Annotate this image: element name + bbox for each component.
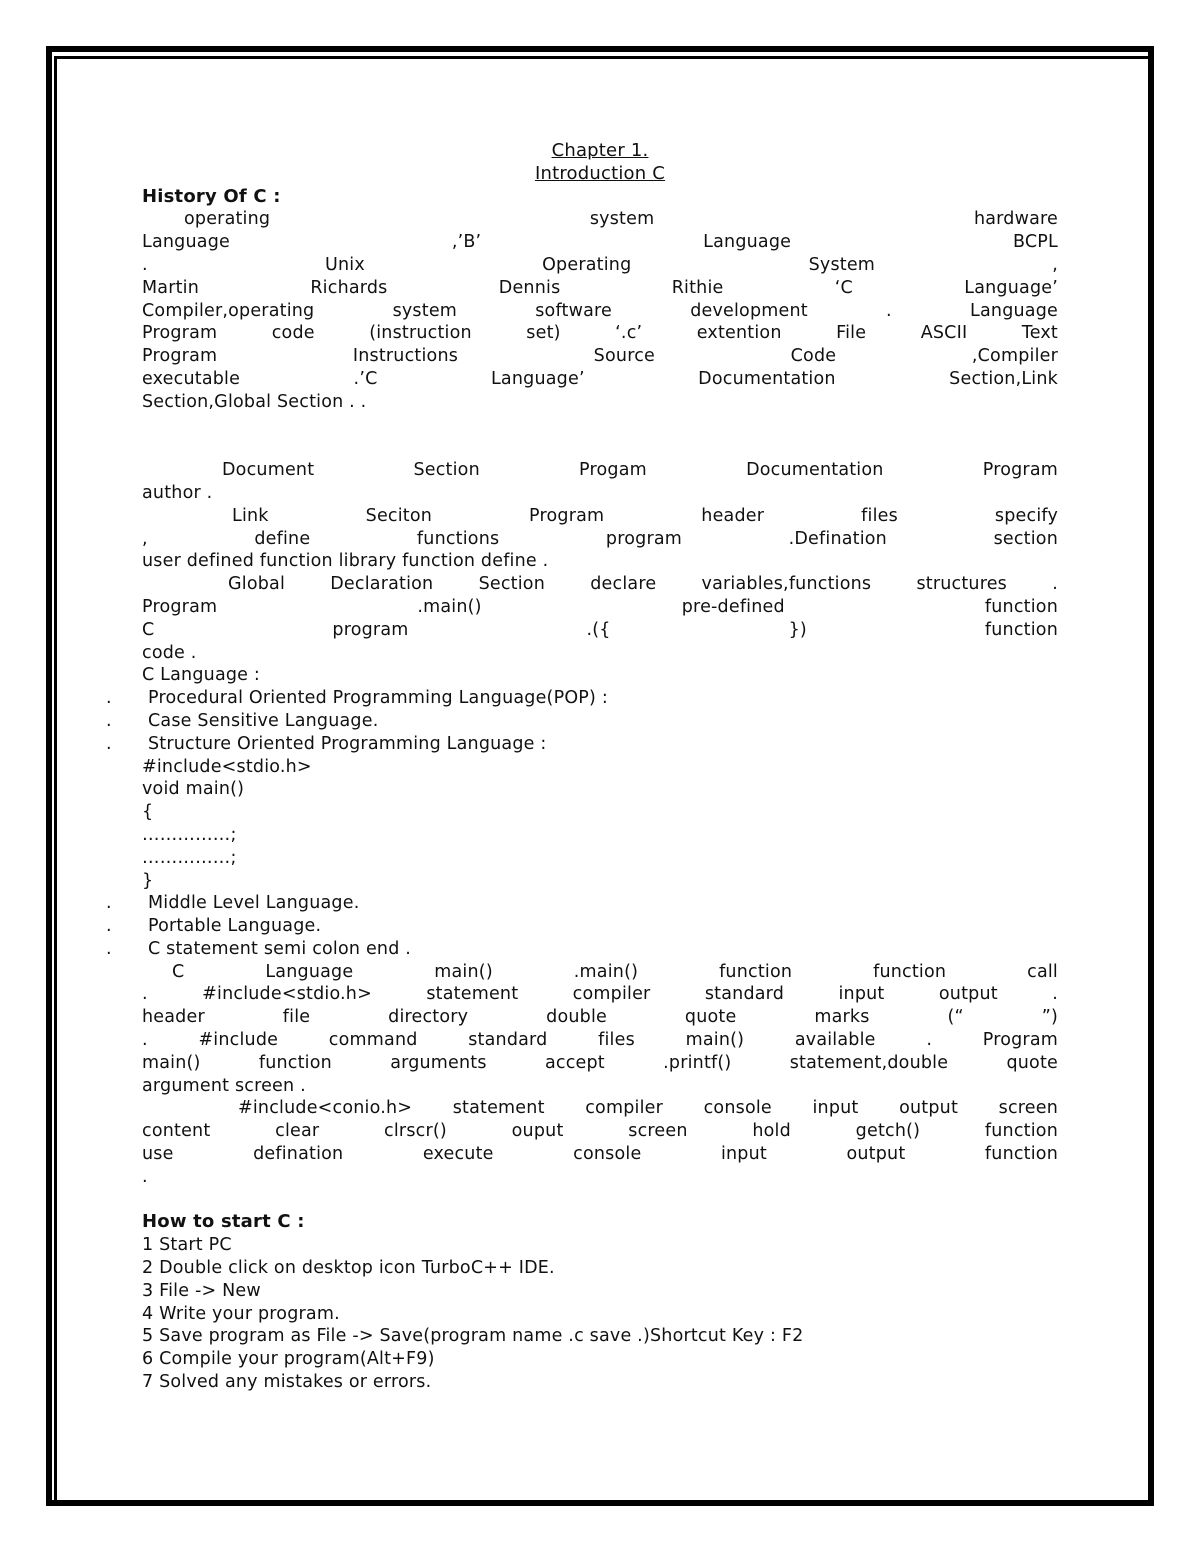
code-line: { <box>142 802 154 823</box>
history-line: Section,Global Section . . <box>142 391 367 412</box>
explain-line: . #include command standard files main() available . Program <box>142 1030 1058 1051</box>
code-line: void main() <box>142 779 245 800</box>
chapter-title: Introduction C <box>534 162 666 184</box>
history-line: Compiler,operating system software development . Language <box>142 300 1058 321</box>
bullet-marker: . <box>106 710 112 731</box>
explain-line: argument screen . <box>142 1075 306 1096</box>
doc-line: Document Section Progam Documentation Program <box>222 460 1058 481</box>
document-body <box>106 140 1058 1394</box>
link-line: user defined function library function define . <box>142 551 549 572</box>
history-line: executable .’C Language’ Documentation Section,Link <box>142 368 1058 389</box>
conio-line: . <box>142 1166 148 1187</box>
list-item: . C statement semi colon end . <box>106 938 412 959</box>
conio-line: use defination execute console input output function <box>142 1144 1058 1165</box>
link-line: , define functions program .Defination section <box>142 528 1058 549</box>
explain-line: . #include<stdio.h> statement compiler standard input output . <box>142 984 1058 1005</box>
bullet-marker: . <box>106 893 112 914</box>
explain-line: header file directory double quote marks (“ ”) <box>142 1007 1058 1028</box>
step-item: 6 Compile your program(Alt+F9) <box>142 1349 435 1370</box>
bullet-marker: . <box>106 688 112 709</box>
bullet-marker: . <box>106 916 112 937</box>
doc-line: author . <box>142 482 213 503</box>
features-list-2 <box>106 892 1058 960</box>
step-item: 4 Write your program. <box>142 1303 340 1324</box>
history-line: Martin Richards Dennis Rithie ‘C Language’ <box>142 277 1058 298</box>
code-line: #include<stdio.h> <box>142 756 312 777</box>
history-heading: History Of C : <box>142 185 281 207</box>
document-section-paragraph <box>142 459 1058 505</box>
list-item: . Case Sensitive Language. <box>106 710 379 731</box>
features-heading: C Language : <box>142 665 261 686</box>
main-explanation-paragraph <box>142 961 1058 1098</box>
history-line: Program Instructions Source Code ,Compiler <box>142 346 1058 367</box>
code-sample <box>142 756 1058 893</box>
list-item: . Structure Oriented Programming Language : <box>106 733 547 754</box>
global-line: C program .({ }) function <box>142 619 1058 640</box>
list-item: . Middle Level Language. <box>106 893 360 914</box>
global-section-paragraph <box>142 573 1058 664</box>
link-section-paragraph <box>142 505 1058 573</box>
explain-line: C Language main() .main() function function call <box>172 961 1058 982</box>
explain-line: main() function arguments accept .printf() statement,double quote <box>142 1052 1058 1073</box>
howto-steps <box>142 1234 1058 1394</box>
history-line: Language ,’B’ Language BCPL <box>142 232 1058 253</box>
code-line: ……………; <box>142 824 237 845</box>
global-line: Program .main() pre-defined function <box>142 596 1058 617</box>
conio-line: content clear clrscr() ouput screen hold getch() function <box>142 1121 1058 1142</box>
bullet-marker: . <box>106 938 112 959</box>
step-item: 5 Save program as File -> Save(program name .c save .)Shortcut Key : F2 <box>142 1326 804 1347</box>
history-line: . Unix Operating System , <box>142 254 1058 275</box>
list-item: . Procedural Oriented Programming Language(POP) : <box>106 688 608 709</box>
features-list <box>106 687 1058 755</box>
code-line: ……………; <box>142 847 237 868</box>
conio-line: #include<conio.h> statement compiler console input output screen <box>238 1098 1058 1119</box>
code-line: } <box>142 870 154 891</box>
step-item: 1 Start PC <box>142 1235 232 1256</box>
global-line: code . <box>142 642 197 663</box>
chapter-number: Chapter 1. <box>551 140 649 161</box>
howto-heading: How to start C : <box>142 1211 305 1233</box>
global-line: Global Declaration Section declare variables,functions structures . <box>228 574 1058 595</box>
history-paragraph <box>142 208 1058 413</box>
list-item: . Portable Language. <box>106 916 322 937</box>
conio-paragraph <box>142 1097 1058 1188</box>
history-line: operating system hardware <box>184 209 1058 230</box>
step-item: 3 File -> New <box>142 1280 261 1301</box>
link-line: Link Seciton Program header files specify <box>232 505 1058 526</box>
bullet-marker: . <box>106 733 112 754</box>
history-line: Program code (instruction set) ‘.c’ extention File ASCII Text <box>142 323 1058 344</box>
step-item: 2 Double click on desktop icon TurboC++ IDE. <box>142 1258 555 1279</box>
step-item: 7 Solved any mistakes or errors. <box>142 1372 432 1393</box>
